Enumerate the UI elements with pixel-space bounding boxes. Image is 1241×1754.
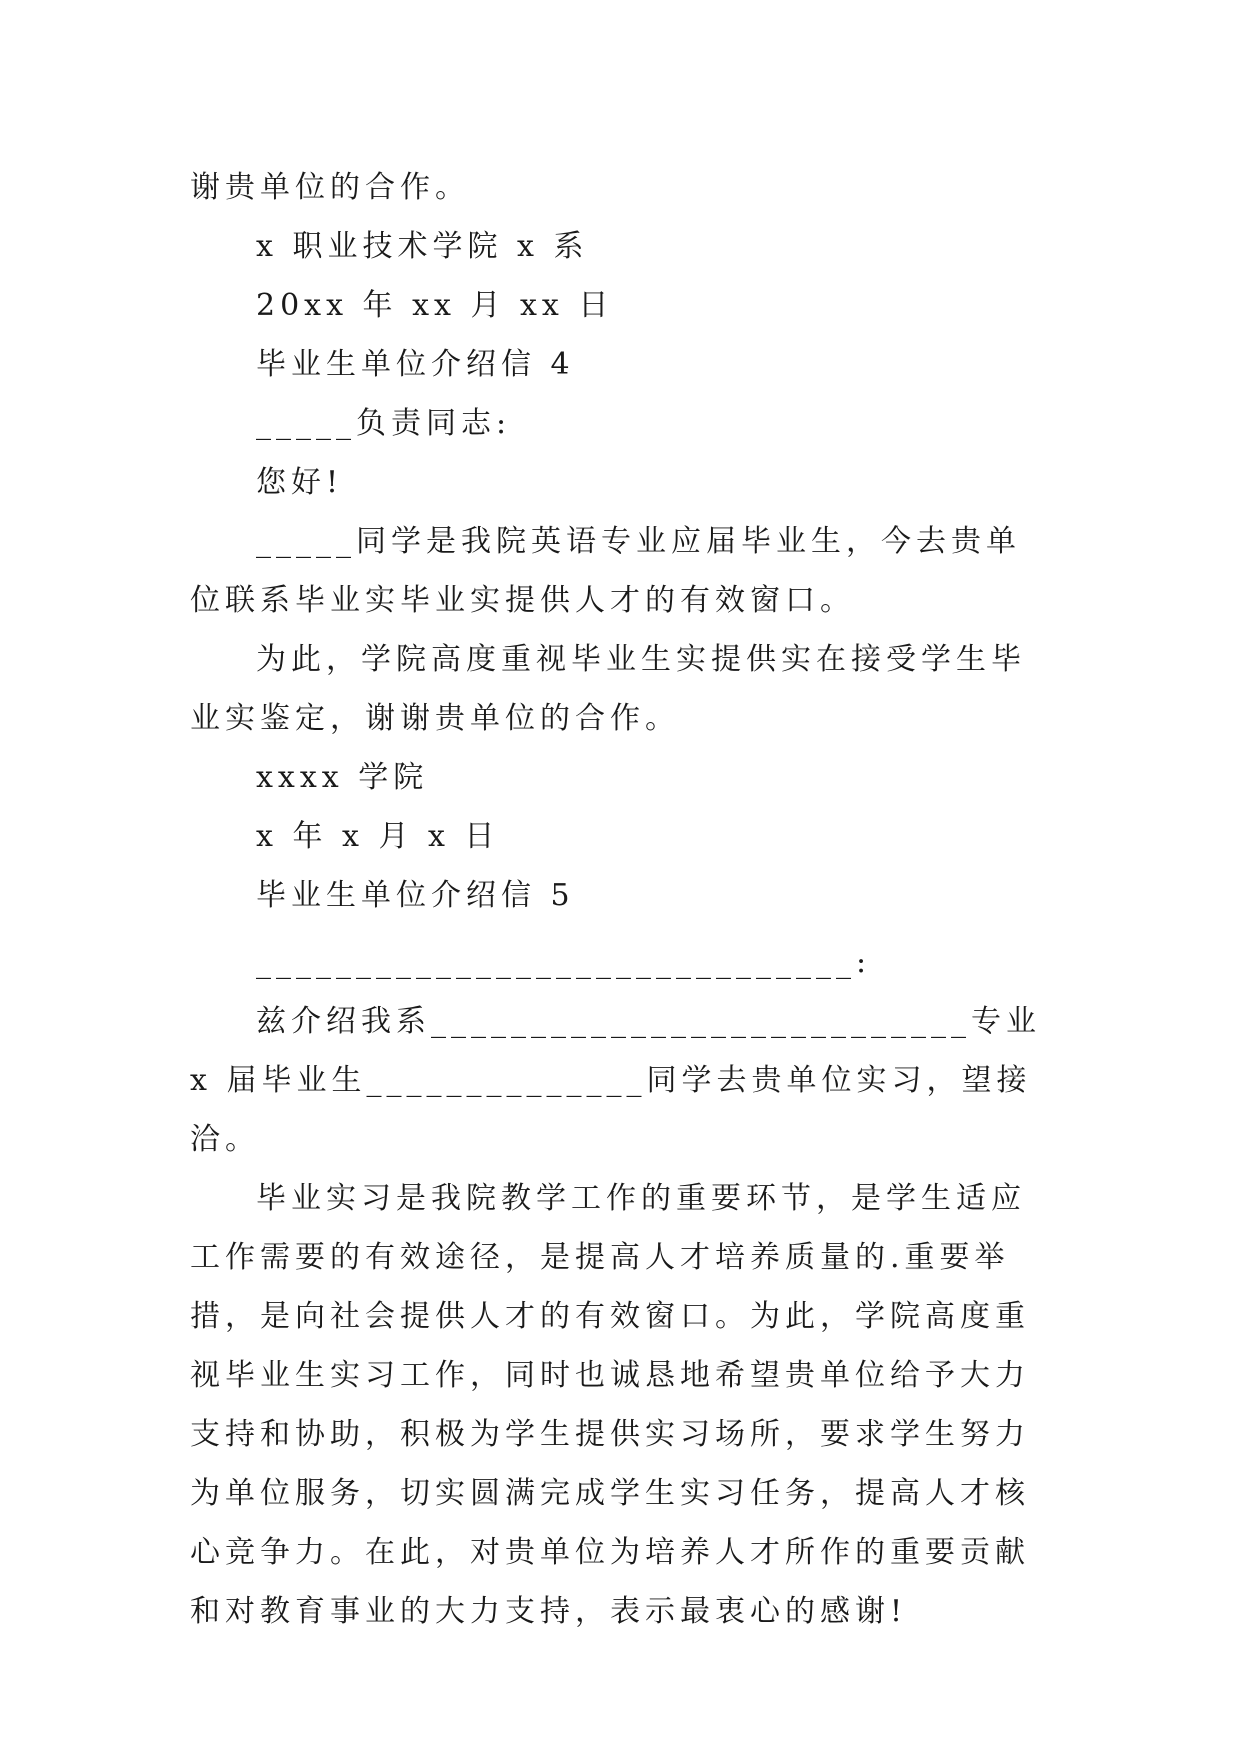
letter-4-signature-date: x 年 x 月 x 日 (256, 819, 500, 854)
letter-4-signature-school: xxxx 学院 (256, 760, 429, 795)
letter-4-salutation: _____负责同志: (256, 406, 512, 441)
letter-5-salutation-blank: ______________________________: (256, 945, 872, 980)
paragraph-signature-school: x 职业技术学院 x 系 (256, 229, 589, 264)
document-body (190, 158, 1056, 1641)
letter-4-greeting: 您好! (256, 465, 344, 500)
letter-4-body-intro: _____同学是我院英语专业应届毕业生，今去贵单位联系毕业实毕业实提供人才的有效窗口。 (190, 524, 1021, 618)
paragraph-signature-date: 20xx 年 xx 月 xx 日 (256, 288, 614, 323)
paragraph-closing-thanks: 谢贵单位的合作。 (190, 170, 470, 205)
letter-5-body: 毕业实习是我院教学工作的重要环节，是学生适应工作需要的有效途径，是提高人才培养质量的.重要举措，是向社会提供人才的有效窗口。为此，学院高度重视毕业生实习工作，同时也诚恳地希望贵单位给予大力支持和协助，积极为学生提供实习场所，要求学生努力为单位服务，切实圆满完成学生实习任务，提高人才核心竞争力。在此，对贵单位为培养人才所作的重要贡献和对教育事业的大力支持，表示最衷心的感谢! (190, 1181, 1030, 1629)
letter-4-body-thanks: 为此，学院高度重视毕业生实提供实在接受学生毕业实鉴定，谢谢贵单位的合作。 (190, 642, 1026, 736)
letter-5-introduction: 兹介绍我系___________________________专业 x 届毕业生______________同学去贵单位实习，望接洽。 (190, 1004, 1056, 1157)
letter-5-title: 毕业生单位介绍信 5 (256, 878, 575, 913)
letter-4-title: 毕业生单位介绍信 4 (256, 347, 575, 382)
